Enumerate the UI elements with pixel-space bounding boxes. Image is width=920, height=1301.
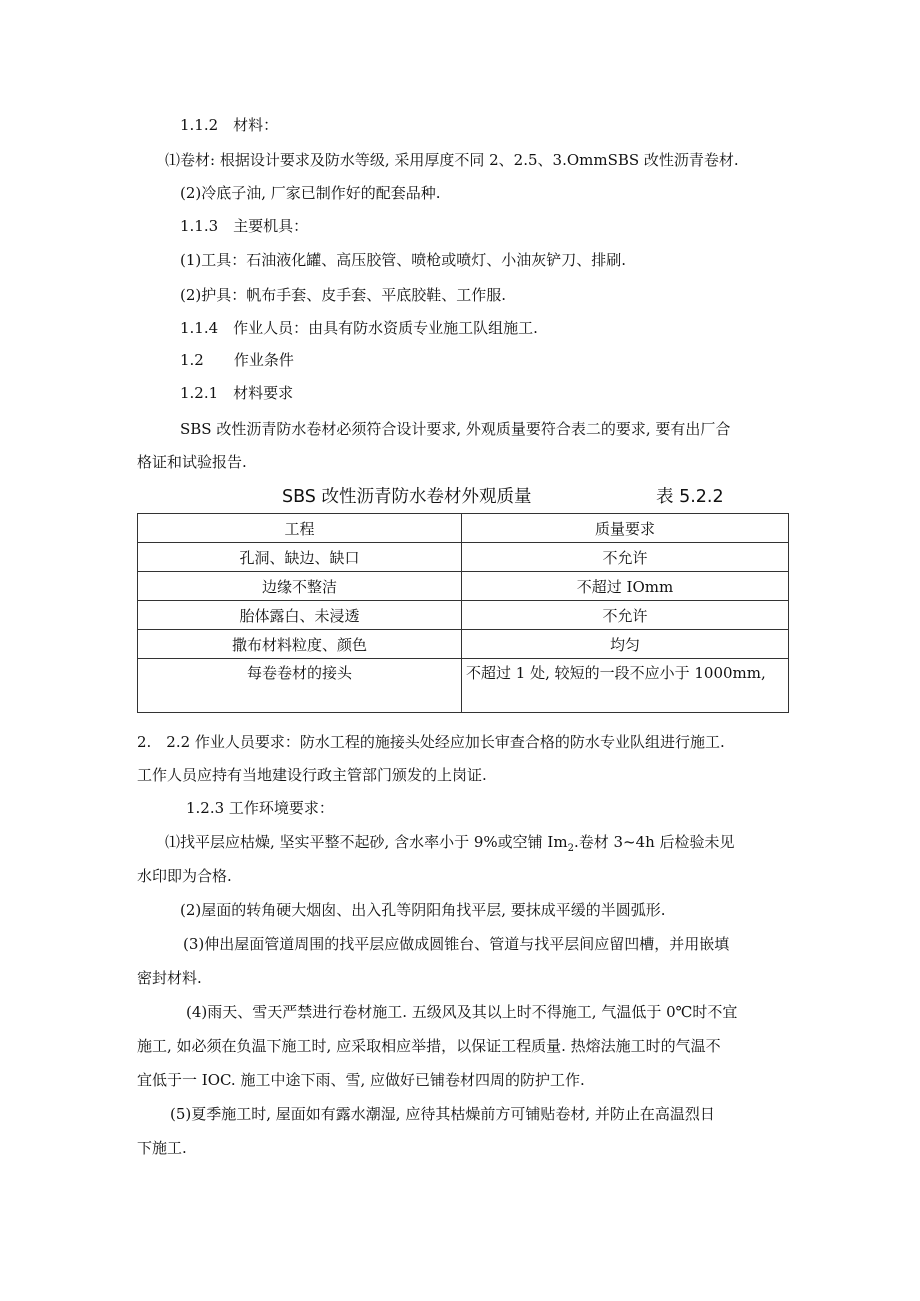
table-row — [138, 572, 789, 601]
table-caption — [282, 485, 724, 509]
table-cell: 撒布材料粒度、颜色 — [138, 630, 462, 659]
paragraph-pipes-line2: 密封材料. — [137, 969, 202, 987]
table-header-cell: 质量要求 — [462, 514, 789, 543]
quality-table — [137, 513, 789, 713]
paragraph-rolls: ⑴卷材: 根据设计要求及防水等级, 采用厚度不同 2、2.5、3.OmmSBS 改性沥青卷材. — [165, 151, 739, 169]
table-row — [138, 543, 789, 572]
paragraph-material-req-line2: 格证和试验报告. — [137, 453, 247, 471]
paragraph-summer-line1: (5)夏季施工时, 屋面如有露水潮湿, 应待其枯燥前方可铺贴卷材, 并防止在高温烈日 — [170, 1105, 715, 1123]
table-cell: 不超过 IOmm — [462, 572, 789, 601]
paragraph-material-req-line1: SBS 改性沥青防水卷材必须符合设计要求, 外观质量要符合表二的要求, 要有出厂合 — [180, 420, 731, 438]
table-cell: 孔洞、缺边、缺口 — [138, 543, 462, 572]
table-title: SBS 改性沥青防水卷材外观质量 — [282, 487, 532, 507]
heading-1-2-1: 1.2.1 材料要求 — [180, 384, 294, 402]
paragraph-weather-line2: 施工, 如必须在负温下施工时, 应采取相应举措，以保证工程质量. 热熔法施工时的气温不 — [137, 1037, 721, 1055]
paragraph-summer-line2: 下施工. — [137, 1139, 187, 1157]
table-cell: 不超过 1 处, 较短的一段不应小于 1000mm, — [462, 659, 789, 713]
table-cell: 均匀 — [462, 630, 789, 659]
table-cell: 不允许 — [462, 601, 789, 630]
table-number: 表 5.2.2 — [656, 487, 724, 507]
table-row — [138, 630, 789, 659]
paragraph-leveling-line1 — [165, 832, 735, 859]
table-cell: 胎体露白、未浸透 — [138, 601, 462, 630]
paragraph-primer: (2)冷底子油, 厂家已制作好的配套品种. — [180, 184, 441, 202]
paragraph-weather-line1: (4)雨天、雪天严禁进行卷材施工. 五级风及其以上时不得施工, 气温低于 0℃时不宜 — [186, 1003, 738, 1021]
heading-1-1-4: 1.1.4 作业人员：由具有防水资质专业施工队组施工. — [180, 319, 538, 337]
paragraph-tools: (1)工具：石油液化罐、高压胶管、喷枪或喷灯、小油灰铲刀、排刷. — [180, 251, 627, 269]
table-row — [138, 659, 789, 713]
paragraph-leveling-text-b: .卷材 3~4h 后检验未见 — [573, 833, 735, 851]
paragraph-personnel-line2: 工作人员应持有当地建设行政主管部门颁发的上岗证. — [137, 766, 487, 784]
paragraph-weather-line3: 宜低于一 IOC. 施工中途下雨、雪, 应做好已铺卷材四周的防护工作. — [137, 1071, 585, 1089]
heading-1-1-3: 1.1.3 主要机具： — [180, 217, 309, 235]
heading-1-1-2: 1.1.2 材料： — [180, 116, 279, 134]
table-cell: 不允许 — [462, 543, 789, 572]
paragraph-corners: (2)屋面的转角硬大烟囱、出入孔等阴阳角找平层, 要抹成平缓的半圆弧形. — [180, 901, 666, 919]
paragraph-protective-gear: (2)护具：帆布手套、皮手套、平底胶鞋、工作服. — [180, 286, 507, 304]
table-header-row — [138, 514, 789, 543]
table-row — [138, 601, 789, 630]
paragraph-leveling-line2: 水印即为合格. — [137, 867, 232, 885]
table-cell: 边缘不整洁 — [138, 572, 462, 601]
table-header-cell: 工程 — [138, 514, 462, 543]
heading-1-2-3: 1.2.3 工作环境要求： — [186, 799, 334, 817]
paragraph-pipes-line1: (3)伸出屋面管道周围的找平层应做成圆锥台、管道与找平层间应留凹槽，并用嵌填 — [183, 935, 730, 953]
table-cell: 每卷卷材的接头 — [138, 659, 462, 713]
paragraph-leveling-subscript: 2 — [567, 843, 574, 854]
paragraph-leveling-text-a: ⑴找平层应枯燥, 坚实平整不起砂, 含水率小于 9%或空铺 Im — [165, 833, 568, 851]
paragraph-personnel-line1: 2. 2.2 作业人员要求：防水工程的施接头处经应加长审查合格的防水专业队组进行施工. — [137, 733, 725, 751]
heading-1-2: 1.2 作业条件 — [180, 351, 294, 369]
